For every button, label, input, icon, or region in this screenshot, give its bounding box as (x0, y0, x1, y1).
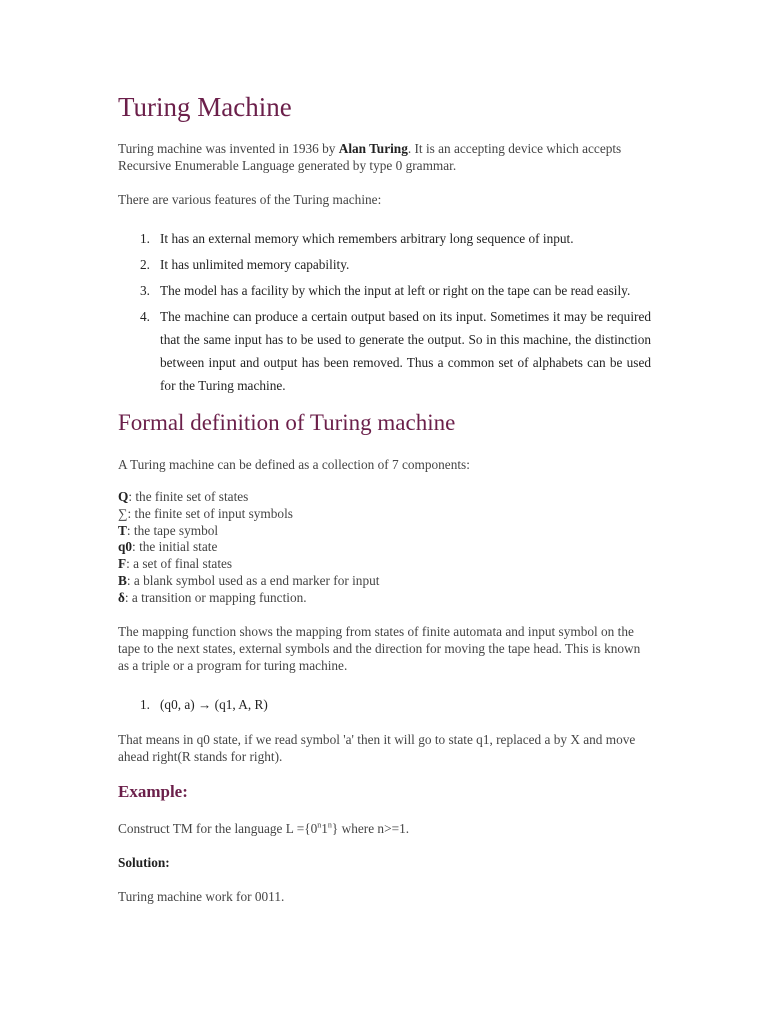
solution-heading: Solution: (118, 855, 170, 870)
list-item-text: The machine can produce a certain output based on its input. Sometimes it may be required that the same input has to be used to generate the output. So in this machine, the distinction between input and output has been removed. Thus a common set of alphabets can be used for the Turing machine. (160, 309, 651, 393)
intro-text-before: Turing machine was invented in 1936 by (118, 141, 339, 156)
component-symbol: Q (118, 489, 129, 504)
component-symbol: F (118, 556, 127, 572)
component-row (118, 539, 651, 556)
component-row (118, 489, 651, 506)
list-number: 1. (140, 231, 150, 246)
list-item (118, 253, 651, 276)
component-symbol: δ (118, 589, 125, 605)
formal-definition-heading: Formal definition of Turing machine (118, 410, 456, 435)
component-row (118, 523, 651, 540)
component-desc: : a transition or mapping function. (124, 589, 307, 605)
component-desc: : the initial state (132, 539, 218, 555)
list-item (118, 227, 651, 250)
example-paragraph (118, 820, 651, 837)
component-desc: : a blank symbol used as a end marker for input (126, 572, 380, 588)
component-row (118, 573, 651, 590)
features-intro: There are various features of the Turing machine: (118, 192, 382, 207)
component-desc: : the finite set of states (128, 489, 249, 504)
formal-intro: A Turing machine can be defined as a collection of 7 components: (118, 457, 470, 472)
component-desc: : the finite set of input symbols (127, 505, 293, 521)
component-desc: : a set of final states (126, 556, 233, 572)
list-number: 2. (140, 257, 150, 272)
list-item (118, 693, 651, 716)
component-symbol: q0 (118, 539, 133, 555)
component-symbol: T (118, 522, 127, 538)
component-row (118, 590, 651, 607)
superscript-n: n (327, 820, 332, 830)
transition-explanation: That means in q0 state, if we read symbol 'a' then it will go to state q1, replaced a by X and move ahead right(R stands for right). (118, 732, 636, 764)
example-text-after: } where n>=1. (331, 821, 410, 836)
component-row (118, 506, 651, 523)
mapping-paragraph: The mapping function shows the mapping from states of finite automata and input symbol on the tape to the next states, external symbols and the direction for moving the tape head. This is known as a triple or a program for turing machine. (118, 624, 641, 673)
example-text-before: Construct TM for the language L ={0 (118, 821, 318, 836)
list-item (118, 279, 651, 302)
page-title: Turing Machine (118, 92, 292, 122)
list-number: 1. (140, 697, 150, 712)
component-symbol: B (118, 572, 127, 588)
solution-text: Turing machine work for 0011. (118, 889, 285, 904)
component-row (118, 556, 651, 573)
superscript-n: n (317, 820, 322, 830)
example-heading: Example: (118, 782, 188, 801)
features-list (118, 227, 651, 400)
list-number: 4. (140, 309, 150, 324)
component-symbol: ∑ (118, 505, 128, 521)
transition-formula: (q0, a) → (q1, A, R) (160, 697, 268, 712)
transition-list (118, 693, 651, 719)
list-number: 3. (140, 283, 150, 298)
intro-paragraph (118, 140, 651, 174)
components-list (118, 489, 651, 607)
example-text-middle: 1 (321, 821, 328, 836)
intro-text-after: . It is an accepting device which accepts Recursive Enumerable Language generated by type 0 grammar. (118, 141, 622, 173)
list-item-text: It has unlimited memory capability. (160, 257, 350, 272)
list-item-text: The model has a facility by which the input at left or right on the tape can be read easily. (160, 283, 631, 298)
list-item-text: It has an external memory which remembers arbitrary long sequence of input. (160, 231, 574, 246)
component-desc: : the tape symbol (126, 522, 219, 538)
author-name: Alan Turing (338, 141, 408, 156)
list-item (118, 305, 651, 397)
